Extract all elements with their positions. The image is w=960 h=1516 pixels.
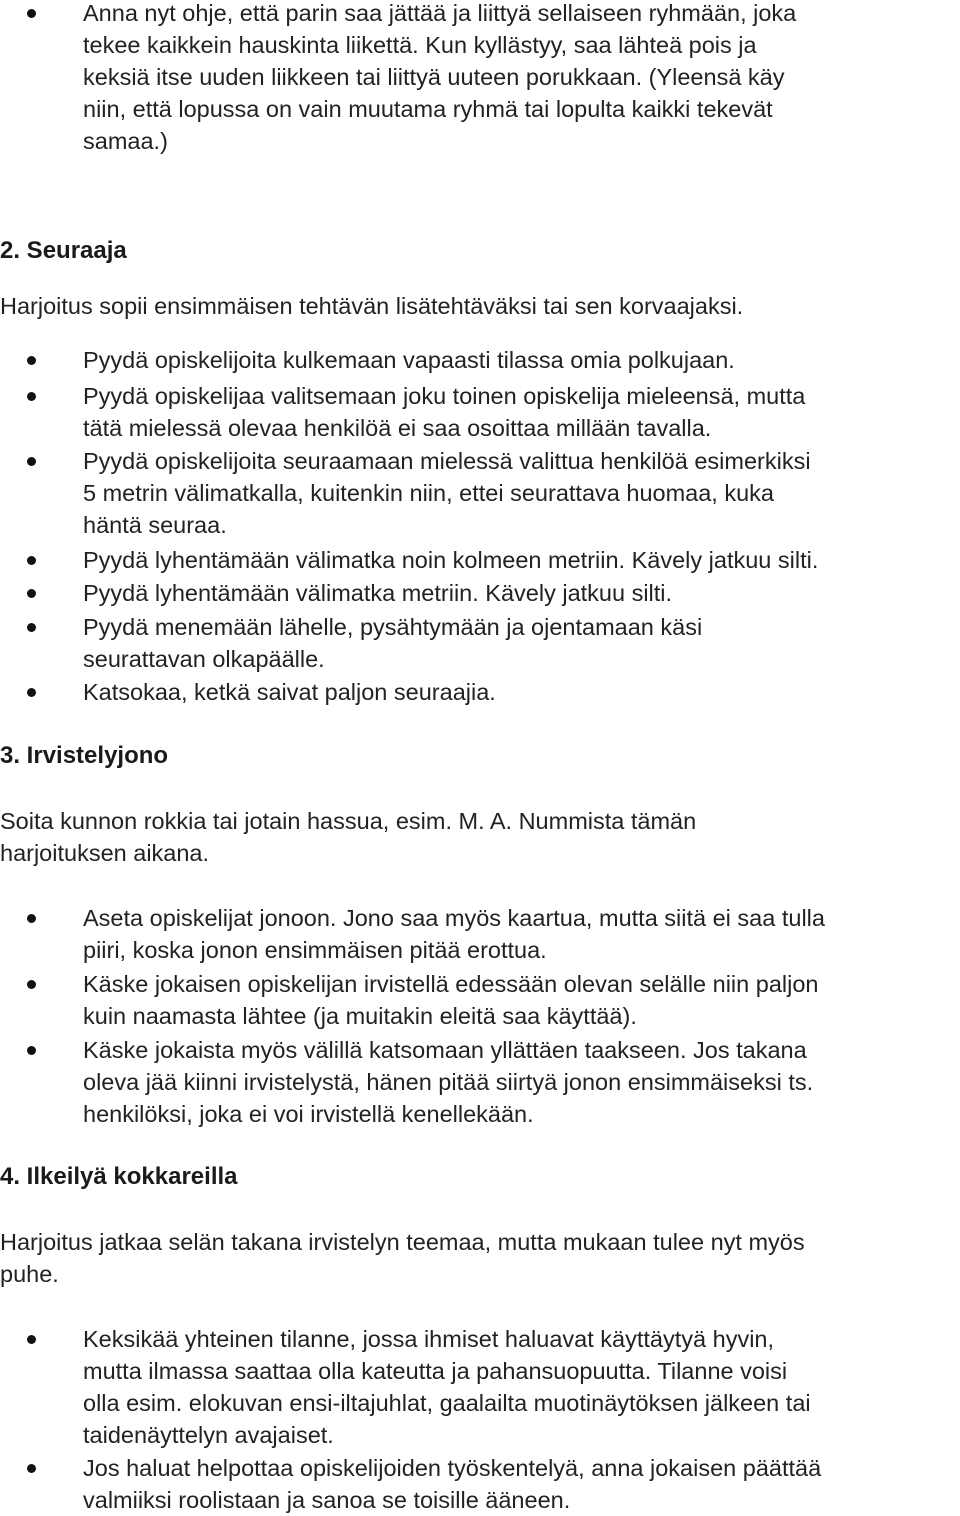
bullet-icon (27, 556, 36, 565)
section-heading: 3. Irvistelyjono (0, 742, 169, 769)
bullet-icon (27, 356, 36, 365)
section-heading: 2. Seuraaja (0, 237, 127, 264)
list-item: Pyydä lyhentämään välimatka noin kolmeen metriin. Kävely jatkuu silti. (83, 544, 960, 576)
bullet-icon (27, 457, 36, 466)
bullet-icon (27, 9, 36, 18)
bullet-icon (27, 1046, 36, 1055)
bullet-icon (27, 1335, 36, 1344)
list-item: Pyydä opiskelijaa valitsemaan joku toinen opiskelija mieleensä, mutta tätä mielessä olevaa henkilöä ei saa osoittaa millään tavalla. (83, 380, 960, 444)
bullet-icon (27, 1464, 36, 1473)
list-item: Anna nyt ohje, että parin saa jättää ja liittyä sellaiseen ryhmään, joka tekee kaikkein hauskinta liikettä. Kun kyllästyy, saa lähteä pois ja keksiä itse uuden liikkeen tai liittyä uuteen porukkaan. (Yleensä käy niin, että lopussa on vain muutama ryhmä tai lopulta kaikki tekevät samaa.) (83, 0, 960, 157)
section-intro: Harjoitus sopii ensimmäisen tehtävän lisätehtäväksi tai sen korvaajaksi. (0, 293, 744, 319)
bullet-icon (27, 914, 36, 923)
bullet-icon (27, 980, 36, 989)
list-item: Katsokaa, ketkä saivat paljon seuraajia. (83, 676, 960, 708)
list-item: Pyydä opiskelijoita seuraamaan mielessä valittua henkilöä esimerkiksi 5 metrin välimatkalla, kuitenkin niin, ettei seurattava huomaa, kuka häntä seuraa. (83, 445, 960, 541)
section-intro: Harjoitus jatkaa selän takana irvistelyn teemaa, mutta mukaan tulee nyt myös puhe. (0, 1229, 805, 1287)
list-item: Pyydä opiskelijoita kulkemaan vapaasti tilassa omia polkujaan. (83, 344, 960, 376)
bullet-icon (27, 623, 36, 632)
list-item: Pyydä lyhentämään välimatka metriin. Kävely jatkuu silti. (83, 577, 960, 609)
section-intro: Soita kunnon rokkia tai jotain hassua, esim. M. A. Nummista tämän harjoituksen aikana. (0, 808, 697, 866)
bullet-icon (27, 589, 36, 598)
bullet-icon (27, 392, 36, 401)
section-heading: 4. Ilkeilyä kokkareilla (0, 1163, 238, 1190)
list-item: Aseta opiskelijat jonoon. Jono saa myös kaartua, mutta siitä ei saa tulla piiri, koska jonon ensimmäisen pitää erottua. (83, 902, 960, 966)
list-item: Pyydä menemään lähelle, pysähtymään ja ojentamaan käsi seurattavan olkapäälle. (83, 611, 960, 675)
bullet-icon (27, 688, 36, 697)
list-item: Käske jokaista myös välillä katsomaan yllättäen taakseen. Jos takana oleva jää kiinni irvistelystä, hänen pitää siirtyä jonon ensimmäiseksi ts. henkilöksi, joka ei voi irvistellä kenellekään. (83, 1034, 960, 1130)
list-item: Keksikää yhteinen tilanne, jossa ihmiset haluavat käyttäytyä hyvin, mutta ilmassa saattaa olla kateutta ja pahansuopuutta. Tilanne voisi olla esim. elokuvan ensi-iltajuhlat, gaalailta muotinäytöksen jälkeen tai taidenäyttelyn avajaiset. (83, 1323, 960, 1451)
list-item: Jos haluat helpottaa opiskelijoiden työskentelyä, anna jokaisen päättää valmiiksi roolistaan ja sanoa se toisille ääneen. (83, 1452, 960, 1516)
list-item: Käske jokaisen opiskelijan irvistellä edessään olevan selälle niin paljon kuin naamasta lähtee (ja muitakin eleitä saa käyttää). (83, 968, 960, 1032)
